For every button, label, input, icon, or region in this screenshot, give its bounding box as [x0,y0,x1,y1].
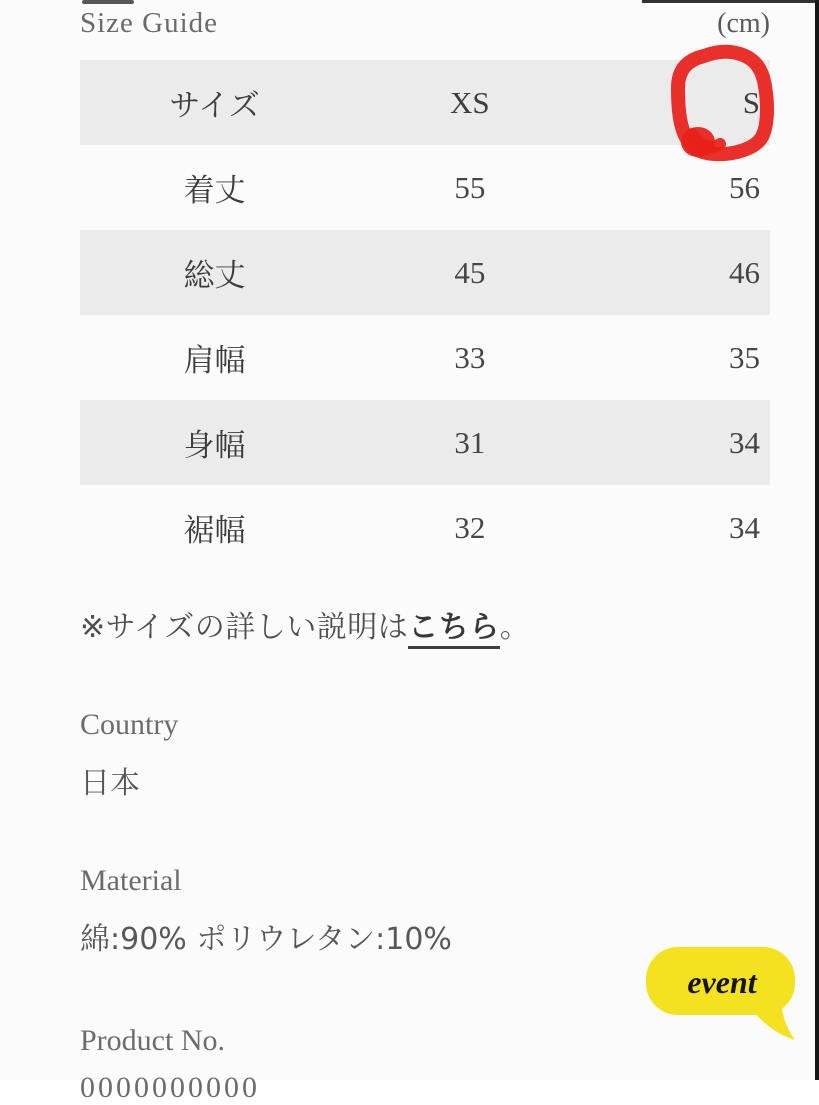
screenshot-right-edge [815,0,819,1080]
country-section-label: Country [80,708,179,741]
table-row-kitake [80,145,770,230]
top-edge-artifact-right [642,0,819,3]
country-value: 日本 [80,766,140,801]
size-table [80,60,770,570]
value-s: 35 [728,339,760,375]
value-s: 34 [728,509,760,545]
page-content [80,0,770,1105]
product-no-label: Product No. [80,1024,225,1057]
unit-label: (cm) [717,8,770,39]
event-badge[interactable] [643,944,803,1044]
row-label: 着丈 [183,173,246,209]
size-detail-link[interactable]: こちら [408,610,500,649]
size-note-prefix: ※サイズの詳しい説明は [80,610,409,645]
size-guide-header-row [80,0,770,40]
value-xs: 33 [454,339,486,375]
material-value: 綿:90% ポリウレタン:10% [80,922,452,957]
value-s: 46 [728,254,760,290]
value-xs: 55 [454,169,486,205]
table-row-katahaba [80,315,770,400]
top-edge-artifact-left [82,0,134,4]
event-badge-label: event [687,964,757,1000]
value-s: 34 [728,424,760,460]
table-row-susohaba [80,485,770,570]
row-label: 肩幅 [183,343,246,379]
header-cell-s: S [742,84,760,120]
size-guide-heading: Size Guide [80,7,219,39]
value-xs: 31 [454,424,486,460]
value-xs: 32 [454,509,486,545]
row-label: 身幅 [183,428,246,464]
row-label: 総丈 [183,258,246,294]
header-cell-xs: XS [450,84,490,120]
table-row-mihaba [80,400,770,485]
material-section-label: Material [80,864,182,897]
size-note [80,602,770,646]
size-note-suffix: 。 [499,610,531,645]
size-table-header-row [80,60,770,145]
header-cell-size: サイズ [169,88,260,124]
table-row-sotake [80,230,770,315]
value-xs: 45 [454,254,486,290]
row-label: 裾幅 [183,513,246,549]
product-no-value-clipped: 0000000000 [80,1071,260,1104]
value-s: 56 [728,169,760,205]
